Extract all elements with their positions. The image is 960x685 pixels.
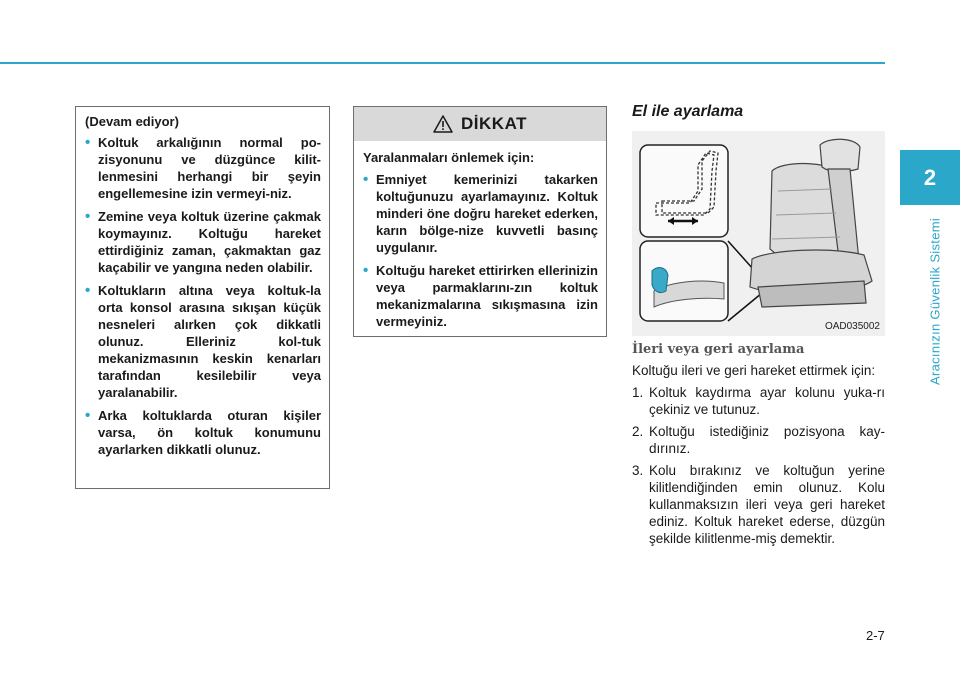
caution-body (354, 141, 606, 344)
section-heading: El ile ayarlama (632, 103, 744, 120)
chapter-tab (900, 150, 960, 205)
warning-triangle-icon (433, 115, 453, 133)
step-number: 2. (632, 424, 644, 439)
caution-heading: DİKKAT (461, 114, 527, 133)
list-item: • Koltuk arkalığının normal po-zisyonunu ve düzgünce kilit-lenmesini herhangi bir şeyin engellemesine izin vermeyi-niz. (85, 134, 321, 202)
caution-list (363, 171, 598, 330)
continued-warning-box (75, 106, 330, 489)
top-rule (0, 62, 885, 64)
page-number: 2-7 (866, 628, 885, 643)
list-item: • Emniyet kemerinizi takarken koltuğunuzu ayarlamayınız. Koltuk minderi öne doğru hareket ederken, karın bölge-nize kuvvetli basınç uygulanır. (363, 171, 598, 256)
step-text: Koltuk kaydırma ayar kolunu yuka-rı çekiniz ve tutunuz. (649, 385, 885, 417)
list-item: • Koltuğu hareket ettirirken ellerinizin veya parmaklarını-zın koltuk mekanizmalarına sıkışmasına izin vermeyiniz. (363, 262, 598, 330)
figure-code: OAD035002 (824, 321, 880, 332)
steps-list (632, 384, 885, 547)
list-item (632, 384, 885, 418)
continued-title: (Devam ediyor) (85, 114, 179, 129)
instructions (632, 362, 885, 552)
chapter-number: 2 (923, 164, 937, 190)
step-number: 3. (632, 463, 644, 478)
chapter-title: Aracınızın Güvenlik Sistemi (927, 217, 943, 385)
list-item: • Koltukların altına veya koltuk-la orta konsol arasına sıkışan küçük nesneleri alırken çok dikkatli olunuz. Elleriniz kol-tuk mekanizmasının keskin kenarları tarafından kesilebilir veya yaralanabilir. (85, 282, 321, 401)
caution-lead: Yaralanmaları önlemek için: (363, 150, 535, 165)
intro-text: Koltuğu ileri ve geri hareket ettirmek için: (632, 363, 876, 378)
seat-illustration (632, 131, 885, 336)
step-text: Kolu bırakınız ve koltuğun yerine kilitlendiğinden emin olunuz. Kolu kullanmaksızın ileri veya geri hareket ediniz. Koltuk hareket ederse, düzgün şekilde kilitlenme-miş demektir. (649, 463, 885, 546)
continued-list (85, 134, 321, 458)
caution-box (353, 106, 607, 337)
seat-adjustment-figure (632, 131, 885, 336)
caution-header (354, 107, 606, 141)
sub-heading: İleri veya geri ayarlama (632, 342, 805, 357)
list-item (632, 462, 885, 547)
step-text: Koltuğu istediğiniz pozisyona kay-dırınız. (649, 424, 885, 456)
step-number: 1. (632, 385, 644, 400)
list-item: • Zemine veya koltuk üzerine çakmak koymayınız. Koltuğu hareket ettirdiğiniz zaman, çakmaktan gaz kaçabilir ve yangına neden olabilir. (85, 208, 321, 276)
list-item: • Arka koltuklarda oturan kişiler varsa, ön koltuk konumunu ayarlarken dikkatli olunuz. (85, 407, 321, 458)
list-item (632, 423, 885, 457)
